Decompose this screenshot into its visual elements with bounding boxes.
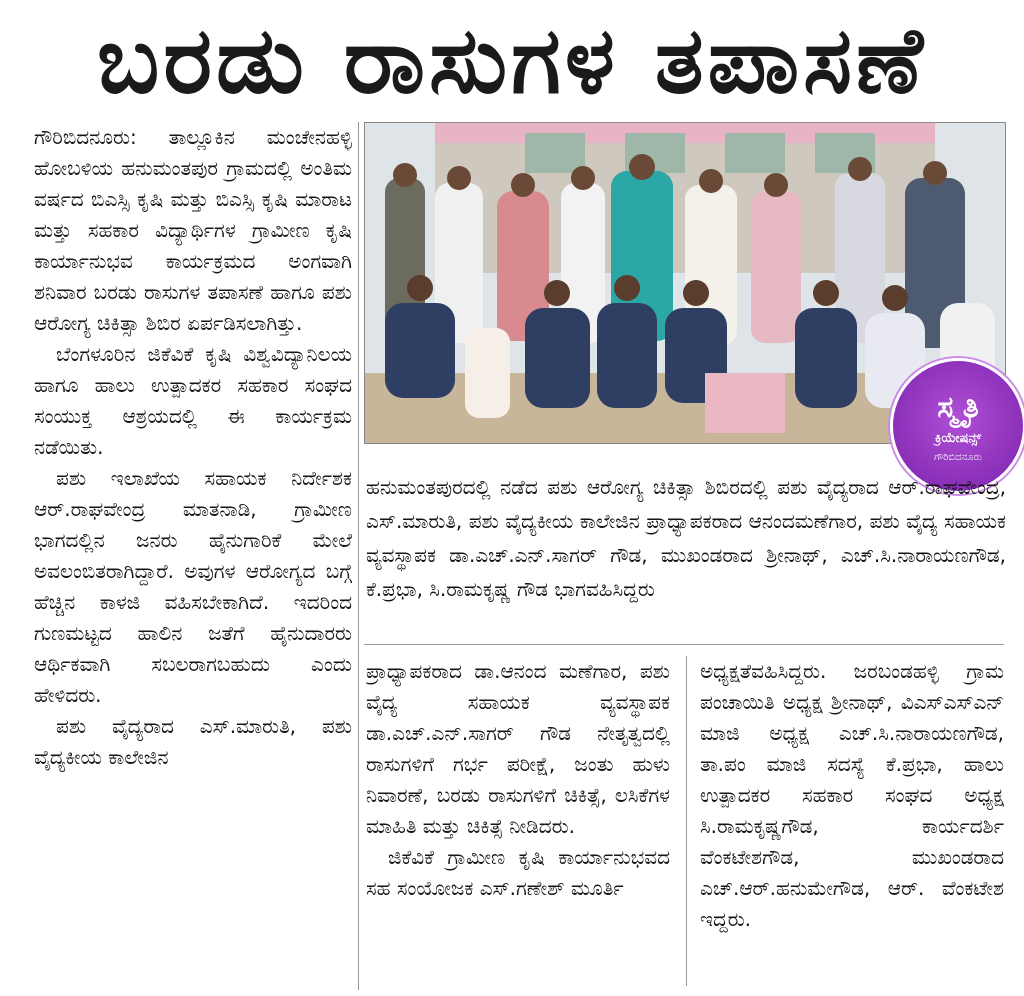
- left-column: [34, 122, 352, 990]
- column-divider: [358, 122, 359, 990]
- photo-caption: ಹನುಮಂತಪುರದಲ್ಲಿ ನಡೆದ ಪಶು ಆರೋಗ್ಯ ಚಿಕಿತ್ಸಾ ಶಿಬಿರದಲ್ಲಿ ಪಶು ವೈದ್ಯರಾದ ಆರ್.ರಾಘವೇಂದ್ರ, ಎಸ್.ಮಾರುತಿ, ಪಶು ವೈದ್ಯಕೀಯ ಕಾಲೇಜಿನ ಪ್ರಾಧ್ಯಾಪಕರಾದ ಆನಂದಮಣೆಗಾರ, ಪಶು ವೈದ್ಯ ಸಹಾಯಕ ವ್ಯವಸ್ಥಾಪಕ ಡಾ.ಎಚ್.ಎನ್.ಸಾಗರ್ ಗೌಡ, ಮುಖಂಡರಾದ ಶ್ರೀನಾಥ್, ಎಚ್.ಸಿ.ನಾರಾಯಣಗೌಡ, ಕೆ.ಪ್ರಭಾ, ಸಿ.ರಾಮಕೃಷ್ಣ ಗೌಡ ಭಾಗವಹಿಸಿದ್ದರು: [366, 475, 1006, 601]
- right-column: [700, 656, 1004, 986]
- article-paragraph: ಗೌರಿಬಿದನೂರು: ತಾಲ್ಲೂಕಿನ ಮಂಚೇನಹಳ್ಳಿ ಹೋಬಳಿಯ ಹನುಮಂತಪುರ ಗ್ರಾಮದಲ್ಲಿ ಅಂತಿಮ ವರ್ಷದ ಬಿಎಸ್ಸಿ ಕೃಷಿ ಮತ್ತು ಬಿಎಸ್ಸಿ ಕೃಷಿ ಮಾರಾಟ ಮತ್ತು ಸಹಕಾರ ವಿದ್ಯಾರ್ಥಿಗಳ ಗ್ರಾಮೀಣ ಕೃಷಿ ಕಾರ್ಯಾನುಭವ ಕಾರ್ಯಕ್ರಮದ ಅಂಗವಾಗಿ ಶನಿವಾರ ಬರಡು ರಾಸುಗಳ ತಪಾಸಣೆ ಹಾಗೂ ಪಶು ಆರೋಗ್ಯ ಚಿಕಿತ್ಸಾ ಶಿಬಿರ ಏರ್ಪಡಿಸಲಾಗಿತ್ತು.: [34, 125, 352, 335]
- article-paragraph: ಬೆಂಗಳೂರಿನ ಜಿಕೆವಿಕೆ ಕೃಷಿ ವಿಶ್ವವಿದ್ಯಾನಿಲಯ ಹಾಗೂ ಹಾಲು ಉತ್ಪಾದಕರ ಸಹಕಾರ ಸಂಘದ ಸಂಯುಕ್ತ ಆಶ್ರಯದಲ್ಲಿ ಈ ಕಾರ್ಯಕ್ರಮ ನಡೆಯಿತು.: [34, 342, 352, 459]
- article-paragraph: ಅಧ್ಯಕ್ಷತೆವಹಿಸಿದ್ದರು. ಜರಬಂಡಹಳ್ಳಿ ಗ್ರಾಮ ಪಂಚಾಯಿತಿ ಅಧ್ಯಕ್ಷ ಶ್ರೀನಾಥ್, ವಿಎಸ್ಎಸ್ಎನ್ ಮಾಜಿ ಅಧ್ಯಕ್ಷ ಎಚ್.ಸಿ.ನಾರಾಯಣಗೌಡ, ತಾ.ಪಂ ಮಾಜಿ ಸದಸ್ಯೆ ಕೆ.ಪ್ರಭಾ, ಹಾಲು ಉತ್ಪಾದಕರ ಸಹಕಾರ ಸಂಘದ ಅಧ್ಯಕ್ಷ ಸಿ.ರಾಮಕೃಷ್ಣಗೌಡ, ಕಾರ್ಯದರ್ಶಿ ವೆಂಕಟೇಶಗೌಡ, ಮುಖಂಡರಾದ ಎಚ್.ಆರ್.ಹನುಮೇಗೌಡ, ಆರ್. ವೆಂಕಟೇಶ ಇದ್ದರು.: [700, 659, 1004, 931]
- headline: ಬರಡು ರಾಸುಗಳ ತಪಾಸಣೆ: [97, 7, 927, 114]
- caption-divider: [364, 644, 1004, 645]
- badge-title: ಸ್ಮೃತಿ: [937, 390, 979, 425]
- middle-column: [366, 656, 670, 986]
- article-paragraph: ಪ್ರಾಧ್ಯಾಪಕರಾದ ಡಾ.ಆನಂದ ಮಣೆಗಾರ, ಪಶು ವೈದ್ಯ ಸಹಾಯಕ ವ್ಯವಸ್ಥಾಪಕ ಡಾ.ಎಚ್.ಎನ್.ಸಾಗರ್ ಗೌಡ ನೇತೃತ್ವದಲ್ಲಿ ರಾಸುಗಳಿಗೆ ಗರ್ಭ ಪರೀಕ್ಷೆ, ಜಂತು ಹುಳು ನಿವಾರಣೆ, ಬರಡು ರಾಸುಗಳಿಗೆ ಚಿಕಿತ್ಸೆ, ಲಸಿಕೆಗಳ ಮಾಹಿತಿ ಮತ್ತು ಚಿಕಿತ್ಸೆ ನೀಡಿದರು.: [366, 659, 670, 838]
- article-paragraph: ಪಶು ವೈದ್ಯರಾದ ಎಸ್.ಮಾರುತಿ, ಪಶು ವೈದ್ಯಕೀಯ ಕಾಲೇಜಿನ: [34, 714, 352, 769]
- column-divider: [686, 656, 687, 986]
- badge-subtitle: ಕ್ರಿಯೇಷನ್ಸ್: [934, 431, 982, 446]
- article-paragraph: ಪಶು ಇಲಾಖೆಯ ಸಹಾಯಕ ನಿರ್ದೇಶಕ ಆರ್.ರಾಘವೇಂದ್ರ ಮಾತನಾಡಿ, ಗ್ರಾಮೀಣ ಭಾಗದಲ್ಲಿನ ಜನರು ಹೈನುಗಾರಿಕೆ ಮೇಲೆ ಅವಲಂಬಿತರಾಗಿದ್ದಾರೆ. ಅವುಗಳ ಆರೋಗ್ಯದ ಬಗ್ಗೆ ಹೆಚ್ಚಿನ ಕಾಳಜಿ ವಹಿಸಬೇಕಾಗಿದೆ. ಇದರಿಂದ ಗುಣಮಟ್ಟದ ಹಾಲಿನ ಜತೆಗೆ ಹೈನುದಾರರು ಆರ್ಥಿಕವಾಗಿ ಸಬಲರಾಗಬಹುದು ಎಂದು ಹೇಳಿದರು.: [34, 466, 352, 707]
- badge-location: ಗೌರಿಬಿದನೂರು: [934, 452, 982, 463]
- article-paragraph: ಜಿಕೆವಿಕೆ ಗ್ರಾಮೀಣ ಕೃಷಿ ಕಾರ್ಯಾನುಭವದ ಸಹ ಸಂಯೋಜಕ ಎಸ್.ಗಣೇಶ್ ಮೂರ್ತಿ: [366, 845, 670, 900]
